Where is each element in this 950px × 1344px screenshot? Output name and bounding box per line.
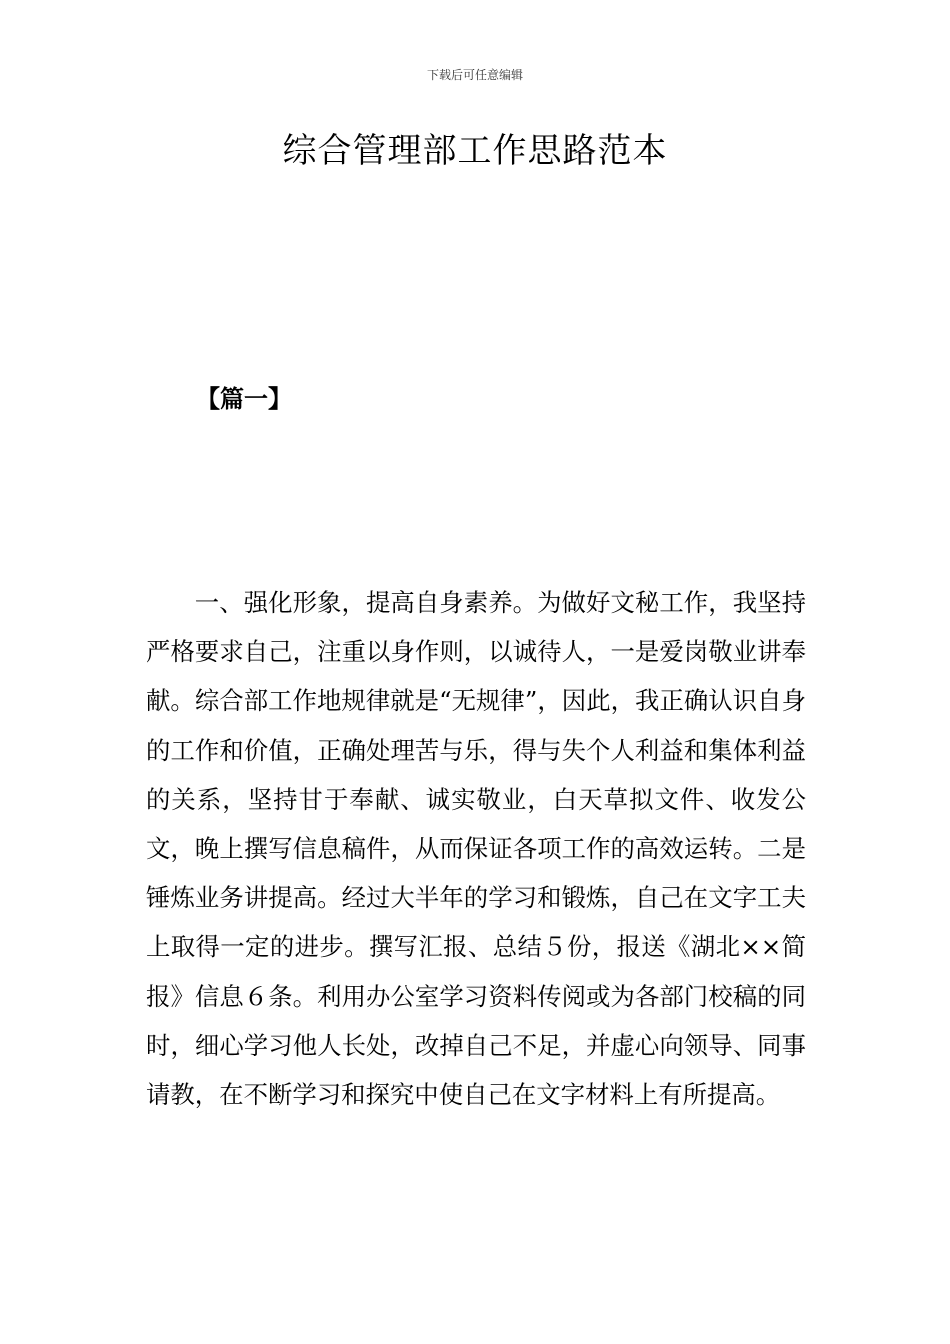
body-paragraph: 一、强化形象，提高自身素养。为做好文秘工作，我坚持严格要求自己，注重以身作则，以诚待人，一是爱岗敬业讲奉献。综合部工作地规律就是“无规律”，因此，我正确认识自身的工作和价值，正确处理苦与乐，得与失个人利益和集体利益的关系，坚持甘于奉献、诚实敬业，白天草拟文件、收发公文，晚上撰写信息稿件，从而保证各项工作的高效运转。二是锤炼业务讲提高。经过大半年的学习和锻炼，自己在文字工夫上取得一定的进步。撰写汇报、总结５份，报送《湖北××简报》信息６条。利用办公室学习资料传阅或为各部门校稿的同时，细心学习他人长处，改掉自己不足，并虚心向领导、同事请教，在不断学习和探究中使自己在文字材料上有所提高。 <box>146 588 806 1110</box>
section-heading: 【篇一】 <box>196 385 292 413</box>
document-title: 综合管理部工作思路范本 <box>282 131 668 171</box>
header-note: 下载后可任意编辑 <box>426 68 523 82</box>
